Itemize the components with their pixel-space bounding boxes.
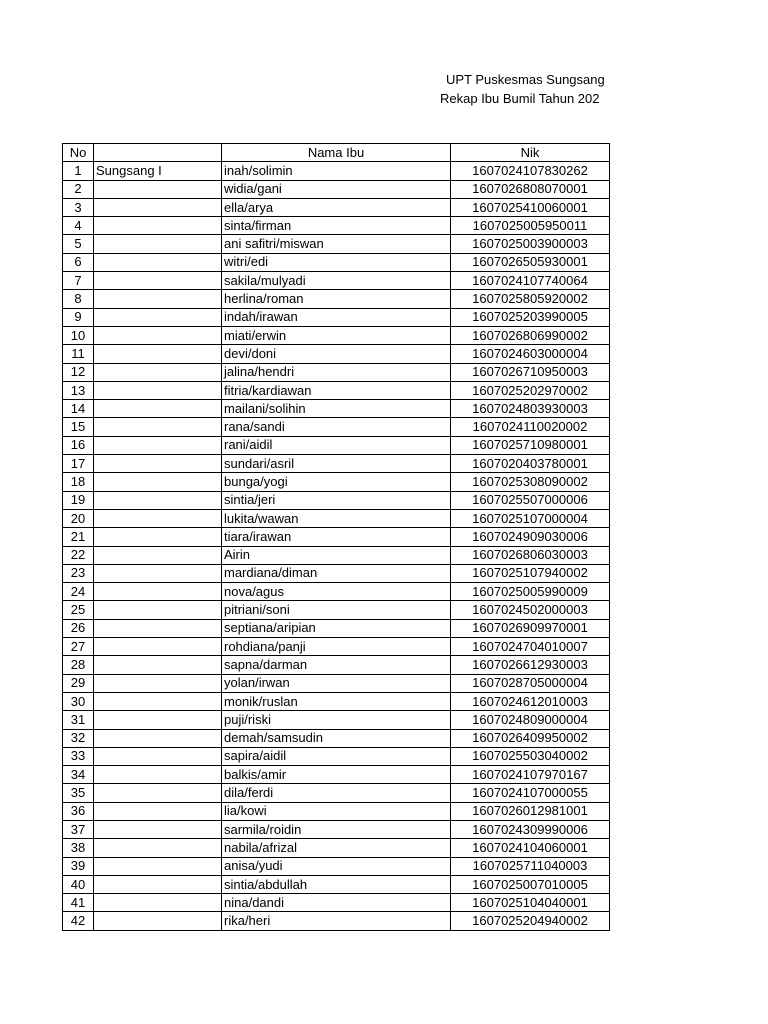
table-row — [63, 583, 610, 601]
row-number-cell[interactable]: 5 — [63, 235, 94, 253]
mother-name-cell[interactable]: septiana/aripian — [222, 619, 451, 637]
nik-cell[interactable]: 1607025003900003 — [451, 235, 610, 253]
row-number-cell[interactable]: 18 — [63, 473, 94, 491]
village-cell[interactable] — [94, 436, 222, 454]
village-cell[interactable] — [94, 308, 222, 326]
table-row — [63, 235, 610, 253]
mother-name-cell[interactable]: nova/agus — [222, 583, 451, 601]
column-header-no[interactable]: No — [63, 144, 94, 162]
table-row — [63, 198, 610, 216]
nik-cell[interactable]: 1607026806990002 — [451, 326, 610, 344]
row-number-cell[interactable]: 37 — [63, 820, 94, 838]
village-cell[interactable] — [94, 235, 222, 253]
row-number-cell[interactable]: 19 — [63, 491, 94, 509]
document-title: UPT Puskesmas Sungsang — [446, 72, 605, 87]
nik-cell[interactable]: 1607024909030006 — [451, 528, 610, 546]
village-cell[interactable] — [94, 546, 222, 564]
table-row — [63, 912, 610, 930]
mother-name-cell[interactable]: herlina/roman — [222, 290, 451, 308]
row-number-cell[interactable]: 8 — [63, 290, 94, 308]
mother-name-cell[interactable]: tiara/irawan — [222, 528, 451, 546]
row-number-cell[interactable]: 41 — [63, 894, 94, 912]
row-number-cell[interactable]: 4 — [63, 217, 94, 235]
nik-cell[interactable]: 1607026012981001 — [451, 802, 610, 820]
mother-name-cell[interactable]: yolan/irwan — [222, 674, 451, 692]
row-number-cell[interactable]: 32 — [63, 729, 94, 747]
village-cell[interactable] — [94, 400, 222, 418]
mother-name-cell[interactable]: puji/riski — [222, 711, 451, 729]
mother-name-cell[interactable]: monik/ruslan — [222, 692, 451, 710]
table-row — [63, 894, 610, 912]
row-number-cell[interactable]: 28 — [63, 656, 94, 674]
village-cell[interactable] — [94, 820, 222, 838]
table-row — [63, 308, 610, 326]
mother-name-cell[interactable]: sapna/darman — [222, 656, 451, 674]
row-number-cell[interactable]: 23 — [63, 564, 94, 582]
nik-cell[interactable]: 1607024107970167 — [451, 766, 610, 784]
nik-cell[interactable]: 1607025805920002 — [451, 290, 610, 308]
nik-cell[interactable]: 1607024704010007 — [451, 638, 610, 656]
village-cell[interactable] — [94, 802, 222, 820]
table-row — [63, 455, 610, 473]
village-cell[interactable] — [94, 509, 222, 527]
row-number-cell[interactable]: 7 — [63, 272, 94, 290]
village-cell[interactable] — [94, 491, 222, 509]
row-number-cell[interactable]: 35 — [63, 784, 94, 802]
mother-name-cell[interactable]: demah/samsudin — [222, 729, 451, 747]
mother-name-cell[interactable]: nabila/afrizal — [222, 839, 451, 857]
row-number-cell[interactable]: 10 — [63, 326, 94, 344]
table-row — [63, 217, 610, 235]
pregnant-mothers-table — [62, 143, 610, 931]
village-cell[interactable] — [94, 674, 222, 692]
table-row — [63, 491, 610, 509]
row-number-cell[interactable]: 25 — [63, 601, 94, 619]
nik-cell[interactable]: 1607025107940002 — [451, 564, 610, 582]
table-row — [63, 180, 610, 198]
table-body — [63, 162, 610, 930]
table-row — [63, 784, 610, 802]
row-number-cell[interactable]: 38 — [63, 839, 94, 857]
table-row — [63, 729, 610, 747]
row-number-cell[interactable]: 42 — [63, 912, 94, 930]
village-cell[interactable] — [94, 418, 222, 436]
mother-name-cell[interactable]: nina/dandi — [222, 894, 451, 912]
table-row — [63, 400, 610, 418]
mother-name-cell[interactable]: witri/edi — [222, 253, 451, 271]
mother-name-cell[interactable]: lukita/wawan — [222, 509, 451, 527]
nik-cell[interactable]: 1607024502000003 — [451, 601, 610, 619]
table-row — [63, 656, 610, 674]
mother-name-cell[interactable]: balkis/amir — [222, 766, 451, 784]
village-cell[interactable] — [94, 528, 222, 546]
row-number-cell[interactable]: 1 — [63, 162, 94, 180]
nik-cell[interactable]: 1607020403780001 — [451, 455, 610, 473]
village-cell[interactable] — [94, 747, 222, 765]
village-cell[interactable]: Sungsang I — [94, 162, 222, 180]
mother-name-cell[interactable]: rana/sandi — [222, 418, 451, 436]
row-number-cell[interactable]: 36 — [63, 802, 94, 820]
village-cell[interactable] — [94, 766, 222, 784]
nik-cell[interactable]: 1607024309990006 — [451, 820, 610, 838]
mother-name-cell[interactable]: mardiana/diman — [222, 564, 451, 582]
mother-name-cell[interactable]: sintia/abdullah — [222, 875, 451, 893]
table-row — [63, 638, 610, 656]
header-area — [0, 0, 612, 140]
mother-name-cell[interactable]: rohdiana/panji — [222, 638, 451, 656]
nik-cell[interactable]: 1607025710980001 — [451, 436, 610, 454]
table-row — [63, 326, 610, 344]
mother-name-cell[interactable]: rika/heri — [222, 912, 451, 930]
row-number-cell[interactable]: 14 — [63, 400, 94, 418]
row-number-cell[interactable]: 39 — [63, 857, 94, 875]
table-row — [63, 473, 610, 491]
nik-cell[interactable]: 1607024107740064 — [451, 272, 610, 290]
row-number-cell[interactable]: 2 — [63, 180, 94, 198]
table-row — [63, 509, 610, 527]
mother-name-cell[interactable]: jalina/hendri — [222, 363, 451, 381]
village-cell[interactable] — [94, 601, 222, 619]
row-number-cell[interactable]: 24 — [63, 583, 94, 601]
mother-name-cell[interactable]: ani safitri/miswan — [222, 235, 451, 253]
village-cell[interactable] — [94, 692, 222, 710]
mother-name-cell[interactable]: lia/kowi — [222, 802, 451, 820]
nik-cell[interactable]: 1607024107000055 — [451, 784, 610, 802]
mother-name-cell[interactable]: rani/aidil — [222, 436, 451, 454]
nik-cell[interactable]: 1607025503040002 — [451, 747, 610, 765]
row-number-cell[interactable]: 3 — [63, 198, 94, 216]
row-number-cell[interactable]: 9 — [63, 308, 94, 326]
row-number-cell[interactable]: 30 — [63, 692, 94, 710]
nik-cell[interactable]: 1607025007010005 — [451, 875, 610, 893]
nik-cell[interactable]: 1607026808070001 — [451, 180, 610, 198]
nik-cell[interactable]: 1607025104040001 — [451, 894, 610, 912]
mother-name-cell[interactable]: bunga/yogi — [222, 473, 451, 491]
row-number-cell[interactable]: 27 — [63, 638, 94, 656]
nik-cell[interactable]: 1607025507000006 — [451, 491, 610, 509]
table-row — [63, 857, 610, 875]
village-cell[interactable] — [94, 473, 222, 491]
row-number-cell[interactable]: 13 — [63, 381, 94, 399]
nik-cell[interactable]: 1607025202970002 — [451, 381, 610, 399]
village-cell[interactable] — [94, 564, 222, 582]
mother-name-cell[interactable]: sakila/mulyadi — [222, 272, 451, 290]
table-row — [63, 381, 610, 399]
nik-cell[interactable]: 1607026612930003 — [451, 656, 610, 674]
row-number-cell[interactable]: 22 — [63, 546, 94, 564]
mother-name-cell[interactable]: fitria/kardiawan — [222, 381, 451, 399]
village-cell[interactable] — [94, 784, 222, 802]
row-number-cell[interactable]: 29 — [63, 674, 94, 692]
table-row — [63, 619, 610, 637]
table-row — [63, 802, 610, 820]
row-number-cell[interactable]: 16 — [63, 436, 94, 454]
table-row — [63, 747, 610, 765]
table-row — [63, 875, 610, 893]
nik-cell[interactable]: 1607026909970001 — [451, 619, 610, 637]
table-row — [63, 162, 610, 180]
nik-cell[interactable]: 1607025005950011 — [451, 217, 610, 235]
mother-name-cell[interactable]: sarmila/roidin — [222, 820, 451, 838]
row-number-cell[interactable]: 11 — [63, 345, 94, 363]
nik-cell[interactable]: 1607024803930003 — [451, 400, 610, 418]
village-cell[interactable] — [94, 656, 222, 674]
mother-name-cell[interactable]: widia/gani — [222, 180, 451, 198]
column-header-nik[interactable]: Nik — [451, 144, 610, 162]
row-number-cell[interactable]: 34 — [63, 766, 94, 784]
table-row — [63, 839, 610, 857]
mother-name-cell[interactable]: Airin — [222, 546, 451, 564]
nik-cell[interactable]: 1607024603000004 — [451, 345, 610, 363]
table-row — [63, 345, 610, 363]
mother-name-cell[interactable]: devi/doni — [222, 345, 451, 363]
village-cell[interactable] — [94, 711, 222, 729]
table-row — [63, 674, 610, 692]
table-row — [63, 692, 610, 710]
nik-cell[interactable]: 1607024110020002 — [451, 418, 610, 436]
mother-name-cell[interactable]: anisa/yudi — [222, 857, 451, 875]
row-number-cell[interactable]: 6 — [63, 253, 94, 271]
mother-name-cell[interactable]: pitriani/soni — [222, 601, 451, 619]
table-row — [63, 290, 610, 308]
mother-name-cell[interactable]: ella/arya — [222, 198, 451, 216]
row-number-cell[interactable]: 40 — [63, 875, 94, 893]
village-cell[interactable] — [94, 583, 222, 601]
village-cell[interactable] — [94, 839, 222, 857]
nik-cell[interactable]: 1607026710950003 — [451, 363, 610, 381]
village-cell[interactable] — [94, 455, 222, 473]
nik-cell[interactable]: 1607025203990005 — [451, 308, 610, 326]
table-row — [63, 711, 610, 729]
mother-name-cell[interactable]: sundari/asril — [222, 455, 451, 473]
table-row — [63, 546, 610, 564]
village-cell[interactable] — [94, 198, 222, 216]
table-row — [63, 528, 610, 546]
village-cell[interactable] — [94, 345, 222, 363]
village-cell[interactable] — [94, 180, 222, 198]
nik-cell[interactable]: 1607026505930001 — [451, 253, 610, 271]
document-subtitle: Rekap Ibu Bumil Tahun 202 — [440, 91, 600, 106]
table-row — [63, 564, 610, 582]
table-row — [63, 272, 610, 290]
nik-cell[interactable]: 1607028705000004 — [451, 674, 610, 692]
village-cell[interactable] — [94, 638, 222, 656]
column-header-village[interactable] — [94, 144, 222, 162]
table-row — [63, 766, 610, 784]
village-cell[interactable] — [94, 326, 222, 344]
village-cell[interactable] — [94, 363, 222, 381]
table-row — [63, 820, 610, 838]
village-cell[interactable] — [94, 875, 222, 893]
village-cell[interactable] — [94, 253, 222, 271]
village-cell[interactable] — [94, 894, 222, 912]
nik-cell[interactable]: 1607024612010003 — [451, 692, 610, 710]
nik-cell[interactable]: 1607026806030003 — [451, 546, 610, 564]
nik-cell[interactable]: 1607025711040003 — [451, 857, 610, 875]
mother-name-cell[interactable]: miati/erwin — [222, 326, 451, 344]
village-cell[interactable] — [94, 912, 222, 930]
row-number-cell[interactable]: 12 — [63, 363, 94, 381]
mother-name-cell[interactable]: dila/ferdi — [222, 784, 451, 802]
village-cell[interactable] — [94, 857, 222, 875]
row-number-cell[interactable]: 21 — [63, 528, 94, 546]
nik-cell[interactable]: 1607025308090002 — [451, 473, 610, 491]
table-row — [63, 436, 610, 454]
village-cell[interactable] — [94, 290, 222, 308]
nik-cell[interactable]: 1607024809000004 — [451, 711, 610, 729]
row-number-cell[interactable]: 17 — [63, 455, 94, 473]
nik-cell[interactable]: 1607024104060001 — [451, 839, 610, 857]
mother-name-cell[interactable]: mailani/solihin — [222, 400, 451, 418]
table-row — [63, 253, 610, 271]
row-number-cell[interactable]: 26 — [63, 619, 94, 637]
village-cell[interactable] — [94, 217, 222, 235]
row-number-cell[interactable]: 31 — [63, 711, 94, 729]
nik-cell[interactable]: 1607025204940002 — [451, 912, 610, 930]
mother-name-cell[interactable]: sapira/aidil — [222, 747, 451, 765]
row-number-cell[interactable]: 15 — [63, 418, 94, 436]
village-cell[interactable] — [94, 272, 222, 290]
nik-cell[interactable]: 1607025107000004 — [451, 509, 610, 527]
mother-name-cell[interactable]: inah/solimin — [222, 162, 451, 180]
table-row — [63, 363, 610, 381]
table-row — [63, 418, 610, 436]
row-number-cell[interactable]: 33 — [63, 747, 94, 765]
nik-cell[interactable]: 1607024107830262 — [451, 162, 610, 180]
table-header-row — [63, 144, 610, 162]
nik-cell[interactable]: 1607025410060001 — [451, 198, 610, 216]
mother-name-cell[interactable]: sinta/firman — [222, 217, 451, 235]
mother-name-cell[interactable]: sintia/jeri — [222, 491, 451, 509]
nik-cell[interactable]: 1607026409950002 — [451, 729, 610, 747]
column-header-name[interactable]: Nama Ibu — [222, 144, 451, 162]
table-row — [63, 601, 610, 619]
nik-cell[interactable]: 1607025005990009 — [451, 583, 610, 601]
mother-name-cell[interactable]: indah/irawan — [222, 308, 451, 326]
village-cell[interactable] — [94, 381, 222, 399]
row-number-cell[interactable]: 20 — [63, 509, 94, 527]
village-cell[interactable] — [94, 729, 222, 747]
village-cell[interactable] — [94, 619, 222, 637]
